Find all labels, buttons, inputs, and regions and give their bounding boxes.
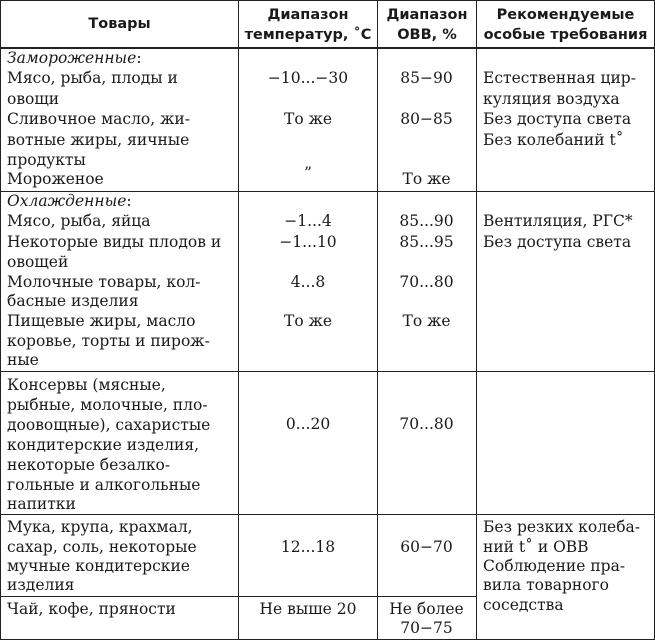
chilled-dairy-line1: Молочные товары, кол-	[7, 273, 201, 291]
chilled-dairy-line2: басные изделия	[7, 292, 139, 310]
canned-line2: рыбные, молочные, пло-	[7, 396, 208, 414]
header-goods: Товары	[88, 16, 151, 32]
flour-line2: сахар, соль, некоторые	[7, 538, 197, 556]
chilled-fats-line3: ные	[7, 351, 39, 369]
frozen-butter-line3: продукты	[7, 151, 86, 169]
column-divider	[476, 1, 477, 639]
header-req-line2: особые требования	[483, 27, 648, 43]
flour-ovv: 60−70	[400, 538, 453, 556]
flour-line3: мучные кондитерские	[7, 557, 190, 575]
chilled-fruit-line1: Некоторые виды плодов и	[7, 233, 222, 251]
frozen-meat-line2: овощи	[7, 90, 60, 108]
chilled-meat-temp: −1...4	[284, 212, 332, 230]
chilled-req-line2: Без доступа света	[483, 233, 632, 251]
chilled-dairy-ovv: 70...80	[399, 273, 454, 291]
tea-temp: Не выше 20	[259, 600, 357, 618]
frozen-meat-temp: −10...−30	[267, 69, 349, 87]
row-divider-partial	[1, 596, 476, 597]
flour-line1: Мука, крупа, крахмал,	[7, 518, 193, 536]
frozen-butter-line1: Сливочное масло, жи-	[7, 110, 190, 128]
header-ovv-line1: Диапазон	[386, 7, 468, 23]
canned-line7: напитки	[7, 495, 76, 513]
header-temp-line2: температур, ˚С	[244, 27, 372, 43]
flour-line4: изделия	[7, 576, 75, 594]
canned-line6: гольные и алкогольные	[7, 476, 201, 494]
frozen-req-line4: Без колебаний t˚	[483, 131, 624, 149]
flour-req-line4: вила товарного	[483, 576, 609, 594]
header-temp-line1: Диапазон	[267, 7, 349, 23]
tea-ovv-line1: Не более	[389, 600, 464, 618]
tea-line1: Чай, кофе, пряности	[7, 600, 176, 618]
canned-line3: доовощные), сахаристые	[7, 416, 211, 434]
chilled-fats-ovv: То же	[402, 312, 451, 330]
chilled-req-line1: Вентиляция, РГС*	[483, 212, 633, 230]
frozen-req-line1: Естественная цир-	[483, 69, 636, 87]
canned-temp: 0...20	[285, 415, 331, 433]
canned-line1: Консервы (мясные,	[7, 376, 166, 394]
canned-ovv: 70...80	[399, 415, 454, 433]
frozen-icecream-ovv: То же	[402, 170, 451, 188]
chilled-fruit-temp: −1...10	[279, 233, 337, 251]
chilled-meat: Мясо, рыба, яйца	[7, 212, 151, 230]
tea-ovv-line2: 70−75	[400, 619, 453, 637]
chilled-fruit-ovv: 85...95	[399, 233, 454, 251]
chilled-fats-temp: То же	[283, 312, 333, 330]
flour-req-line3: Соблюдение пра-	[483, 557, 626, 575]
chilled-fruit-line2: овощей	[7, 253, 69, 271]
row-divider	[1, 371, 654, 372]
frozen-icecream-temp: ”	[304, 164, 312, 182]
flour-req-line5: соседства	[483, 596, 564, 614]
canned-line5: некоторые безалко-	[7, 456, 171, 474]
flour-temp: 12...18	[280, 538, 336, 556]
chilled-title: Охлажденные:	[7, 192, 132, 210]
canned-line4: кондитерские изделия,	[7, 436, 200, 454]
frozen-req-line3: Без доступа света	[483, 110, 632, 128]
frozen-meat-ovv: 85−90	[400, 69, 453, 87]
chilled-meat-ovv: 85...90	[399, 212, 454, 230]
chilled-fats-line1: Пищевые жиры, масло	[7, 312, 196, 330]
frozen-req-line2: куляция воздуха	[483, 90, 620, 108]
flour-req-line1: Без резких колеба-	[483, 518, 641, 536]
row-divider	[1, 514, 654, 515]
chilled-dairy-temp: 4...8	[290, 273, 326, 291]
flour-req-line2: ний t˚ и ОВВ	[483, 538, 589, 556]
frozen-icecream: Мороженое	[7, 170, 104, 188]
chilled-fats-line2: коровье, торты и пирож-	[7, 332, 210, 350]
frozen-butter-temp: То же	[283, 110, 333, 128]
frozen-butter-line2: вотные жиры, яичные	[7, 131, 190, 149]
frozen-butter-ovv: 80−85	[400, 110, 453, 128]
frozen-meat-line1: Мясо, рыба, плоды и	[7, 69, 178, 87]
frozen-title: Замороженные:	[7, 49, 142, 67]
header-ovv-line2: ОВВ, %	[397, 27, 457, 43]
header-req-line1: Рекомендуемые	[496, 7, 635, 23]
